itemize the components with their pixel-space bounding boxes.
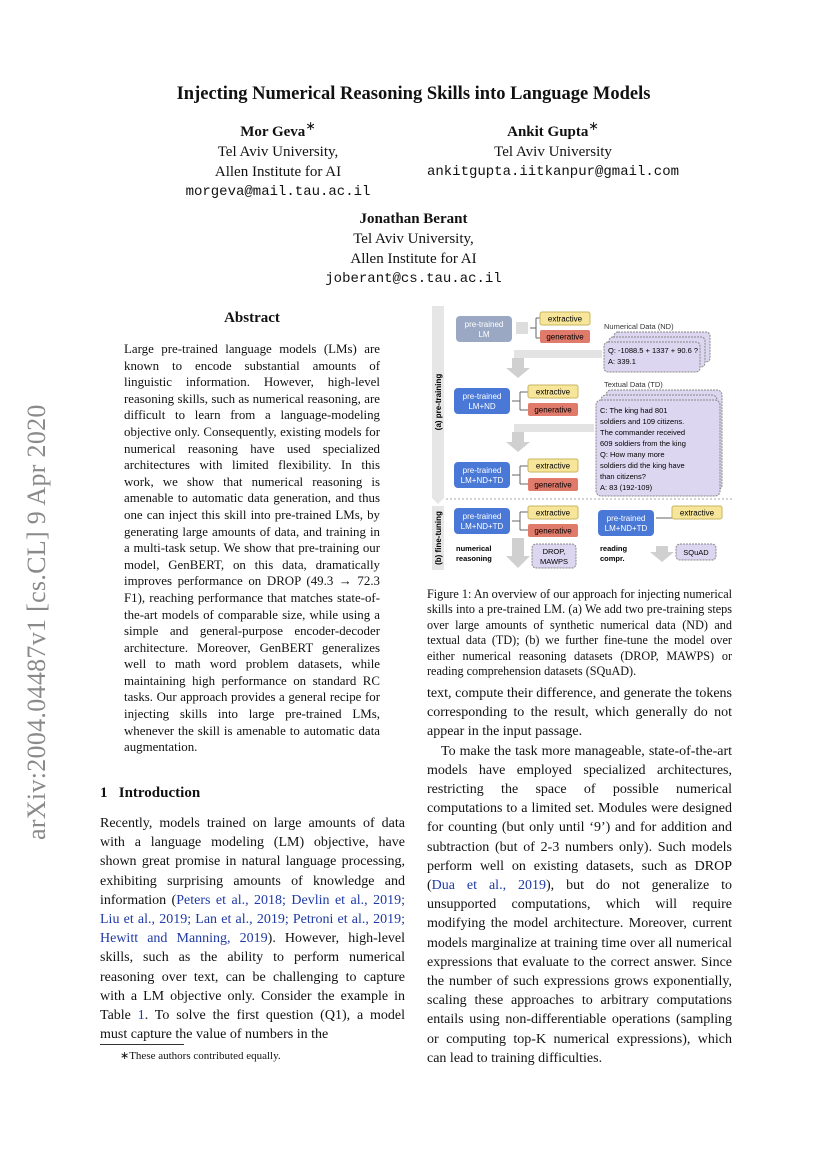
author-mark: ∗: [588, 119, 599, 133]
paragraph: To make the task more manageable, state-of-the-art models have employed specialized architectures, restricting the space of possible numerical computations to a limited set. Modules were designed for counting (but only until ‘9’) and for addition and subtraction (but of 2-3 numbers only). Such models perform well on existing datasets, such as DROP (Dua et al., 2019), but do not generalize to unsupported computations, which will require modifying the model architecture. Moreover, current models marginalize at training time over all numerical expressions that evaluate to the correct answer. Since the number of such expressions grows exponentially, scaling these approaches to arbitrary computations entails using non-differentiable operations (sampling or computing top-K numerical expressions), which can lead to training difficulties.: [427, 743, 732, 1066]
plus-icon: [516, 322, 528, 334]
reading-label: reading: [600, 544, 628, 553]
author-name: Ankit Gupta: [507, 124, 589, 140]
nd-question: Q: -1088.5 + 1337 + 90.6 ?: [608, 346, 699, 355]
extractive-label-2: extractive: [535, 387, 571, 397]
footnote-rule: [100, 1044, 184, 1045]
table-ref-link[interactable]: 1: [137, 1008, 145, 1024]
abstract-heading: Abstract: [224, 310, 280, 326]
figure-1: [432, 306, 732, 572]
author-block-1: [164, 116, 392, 202]
flow-band-1: [514, 350, 602, 358]
paragraph: text, compute their difference, and generate the tokens corresponding to the result, which generally do not appear in the input passage.: [427, 686, 732, 740]
lm-box-2-line1: pre-trained: [462, 392, 502, 401]
td-line: soldiers did the king have: [600, 461, 685, 470]
td-line: A: 83 (192-109): [600, 483, 653, 492]
author-affiliation: Tel Aviv University: [494, 144, 612, 160]
drop-label: DROP,: [542, 547, 566, 556]
numerical-reasoning-label-2: reasoning: [456, 554, 492, 563]
mawps-label: MAWPS: [539, 557, 569, 566]
reading-label-2: compr.: [600, 554, 625, 563]
phase-b-label: (b) fine-tuning: [434, 511, 443, 565]
lm-box-1-line1: pre-trained: [464, 320, 504, 329]
down-arrow-2: [506, 432, 530, 452]
phase-a-arrow: [432, 498, 444, 504]
ft-lm-r-line1: pre-trained: [606, 514, 646, 523]
td-line: Q: How many more: [600, 450, 665, 459]
td-line: 609 soldiers from the king: [600, 439, 686, 448]
author-affiliation: Allen Institute for AI: [350, 251, 477, 267]
td-line: C: The king had 801: [600, 406, 668, 415]
section-title: Introduction: [118, 785, 201, 801]
ft-generative-label: generative: [534, 526, 572, 536]
author-affiliation: Tel Aviv University,: [353, 231, 474, 247]
author-block-3: [0, 209, 827, 289]
author-mark: ∗: [305, 119, 316, 133]
generative-label-1: generative: [546, 332, 584, 342]
nd-answer: A: 339.1: [608, 357, 636, 366]
td-line: than citizens?: [600, 472, 646, 481]
citation-link[interactable]: Dua et al., 2019: [431, 878, 546, 894]
figure-caption: Figure 1: An overview of our approach for injecting numerical skills into a pre-trained LM. (a) We add two pre-training steps over large amounts of synthetic numerical data (ND) and textual data (TD); (b) we further fine-tune the model over either numerical reasoning datasets (DROP, MAWPS) or reading comprehension datasets (SQuAD).: [427, 587, 732, 679]
section-number: 1: [100, 785, 108, 801]
footnote: ∗These authors contributed equally.: [120, 1050, 281, 1062]
connector-2: [512, 392, 528, 410]
citation-links[interactable]: Peters et al., 2018; Devlin et al., 2019; Liu et al., 2019; Lan et al., 2019; Petroni et al., 2019; Hewitt and Manning, 2019: [100, 892, 405, 947]
ft-lm-r-line2: LM+ND+TD: [604, 524, 648, 533]
author-affiliation: Tel Aviv University,: [217, 144, 339, 160]
lm-box-3-line1: pre-trained: [462, 466, 502, 475]
lm-box-2-line2: LM+ND: [468, 402, 496, 411]
numerical-reasoning-label: numerical: [456, 544, 492, 553]
extractive-label-3: extractive: [535, 461, 571, 471]
generative-label-2: generative: [534, 405, 572, 415]
down-arrow-ft-r: [650, 546, 674, 562]
extractive-label-1: extractive: [547, 314, 583, 324]
td-line: The commander received: [600, 428, 686, 437]
author-email[interactable]: ankitgupta.iitkanpur@gmail.com: [426, 164, 680, 180]
paper-title: Injecting Numerical Reasoning Skills into Language Models: [176, 84, 651, 104]
author-name: Jonathan Berant: [359, 211, 468, 227]
abstract-text: Large pre-trained language models (LMs) are known to encode substantial amounts of linguistic information. However, high-level reasoning skills, such as numerical reasoning, are difficult to learn from a language-modeling objective only. Consequently, existing models for numerical reasoning have used specialized architectures with limited flexibility. In this work, we show that numerical reasoning is amenable to automatic data generation, and thus one can inject this skill into pre-trained LMs, by generating large amounts of data, and training in a multi-task setup. We show that pre-training our model, GenBERT, on this data, dramatically improves performance on DROP (49.3 → 72.3 F1), reaching performance that matches state-of-the-art models of comparable size, while using a simple and general-purpose encoder-decoder architecture. Moreover, GenBERT generalizes well to math word problem datasets, while maintaining high performance on standard RC tasks. Our approach provides a general recipe for injecting skills into large pre-trained LMs, whenever the skill is amenable to automatic data augmentation.: [124, 342, 380, 755]
author-name: Mor Geva: [240, 124, 306, 140]
down-arrow-1: [506, 358, 530, 378]
down-arrow-ft: [506, 538, 530, 568]
td-line: soldiers and 109 citizens.: [600, 417, 685, 426]
connector-3: [512, 466, 528, 484]
connector-1: [530, 318, 540, 338]
author-email[interactable]: morgeva@mail.tau.ac.il: [185, 184, 371, 200]
lm-box-1-line2: LM: [478, 330, 490, 339]
author-block-2: [398, 116, 708, 182]
arxiv-identifier: arXiv:2004.04487v1 [cs.CL] 9 Apr 2020: [22, 404, 51, 840]
squad-label: SQuAD: [683, 548, 709, 557]
ft-lm-line1: pre-trained: [462, 512, 502, 521]
author-email[interactable]: joberant@cs.tau.ac.il: [325, 271, 502, 287]
connector-4: [512, 512, 528, 530]
ft-extractive-label: extractive: [535, 508, 571, 518]
generative-label-3: generative: [534, 480, 572, 490]
ft-lm-line2: LM+ND+TD: [460, 522, 504, 531]
section-heading: [100, 785, 200, 802]
ft-r-extractive-label: extractive: [679, 508, 715, 518]
nd-label: Numerical Data (ND): [604, 322, 674, 331]
figure-1-diagram: [432, 306, 732, 572]
lm-box-3-line2: LM+ND+TD: [460, 476, 504, 485]
intro-paragraph: Recently, models trained on large amounts of data with a language modeling (LM) objective, have shown great promise in natural language processing, exhibiting surprising amounts of knowledge and information (Peters et al., 2018; Devlin et al., 2019; Liu et al., 2019; Lan et al., 2019; Petroni et al., 2019; Hewitt and Manning, 2019). However, high-level skills, such as the ability to perform numerical reasoning over text, can be challenging to capture with a LM objective only. Consider the example in Table 1. To solve the first question (Q1), a model must capture the value of numbers in the: [100, 816, 406, 1043]
phase-a-label: (a) pre-training: [434, 373, 443, 431]
td-label: Textual Data (TD): [604, 380, 663, 389]
flow-band-2: [514, 424, 594, 432]
right-column-text: [427, 684, 732, 1068]
author-affiliation: Allen Institute for AI: [214, 164, 342, 180]
